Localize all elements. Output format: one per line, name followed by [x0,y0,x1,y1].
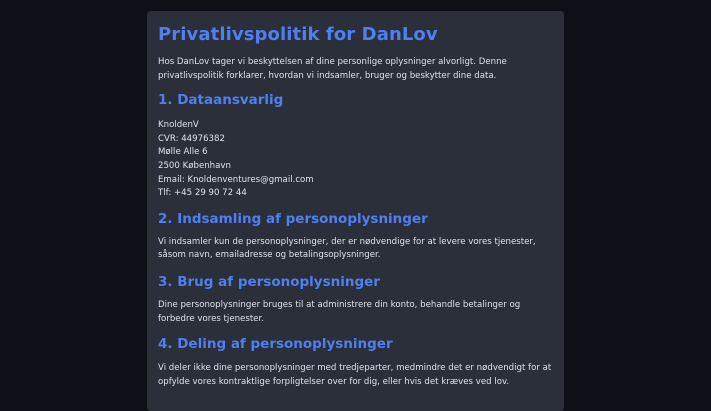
section-text-sharing: Vi deler ikke dine personoplysninger med tredjeparter, medmindre det er nødvendigt for at opfylde vores kontraktlige forpligtelser over for dig, eller hvis det kræves ved lov. [158,363,552,387]
company-phone: Tlf: +45 29 90 72 44 [158,188,247,199]
privacy-policy-card [147,11,564,411]
section-text-collection: Vi indsamler kun de personoplysninger, der er nødvendige for at levere vores tjenester, såsom navn, emailadresse og betalingsoplysninger. [158,236,536,261]
company-name: KnoldenV [158,120,199,131]
section-heading-collection: 2. Indsamling af personoplysninger [158,210,428,227]
controller-details [158,119,553,201]
company-cvr: CVR: 44976382 [158,133,225,144]
section-heading-sharing: 4. Deling af personoplysninger [158,336,393,353]
page-title: Privatlivspolitik for DanLov [158,24,438,45]
intro-paragraph: Hos DanLov tager vi beskyttelsen af dine personlige oplysninger alvorligt. Denne privatlivspolitik forklarer, hvordan vi indsamler, bruger og beskytter dine data. [158,57,507,81]
section-heading-usage: 3. Brug af personoplysninger [158,273,380,290]
section-heading-data-controller: 1. Dataansvarlig [158,92,284,109]
company-email: Email: Knoldenventures@gmail.com [158,174,314,185]
section-text-usage: Dine personoplysninger bruges til at administrere din konto, behandle betalinger og forbedre vores tjenester. [158,299,521,324]
company-city: 2500 København [158,160,231,171]
company-street: Mølle Alle 6 [158,147,208,158]
